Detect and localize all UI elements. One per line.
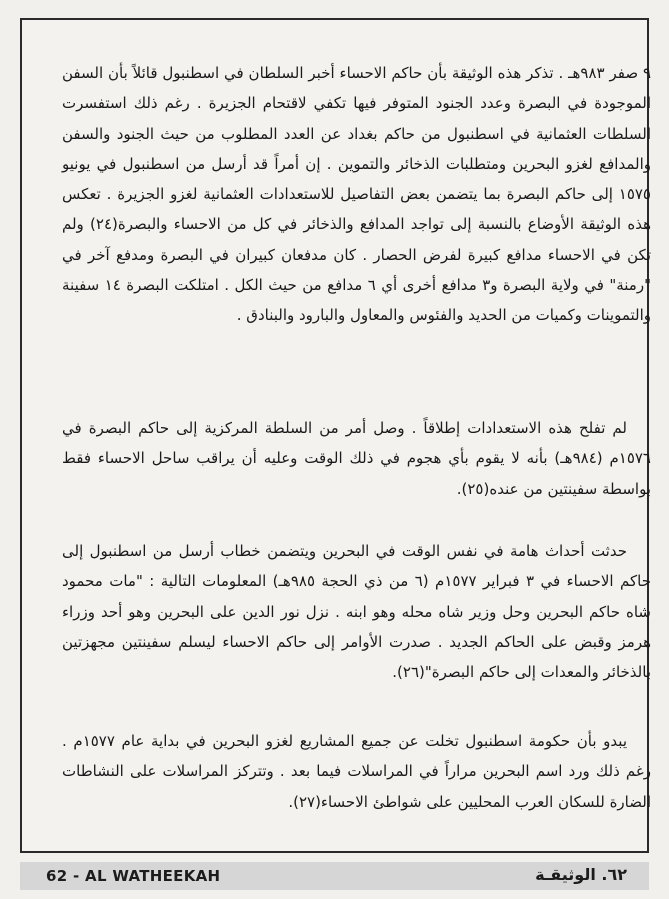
page-footer [20,862,649,890]
paragraph-1: ٩ صفر ٩٨٣هـ . تذكر هذه الوثيقة بأن حاكم الاحساء أخبر السلطان في اسطنبول قائلاً بأن السفن الموجودة في البصرة وعدد الجنود المتوفر فيها تكفي لاقتحام الجزيرة . رغم ذلك استفسرت السلطات العثمانية في اسطنبول من حاكم بغداد عن العدد المطلوب من حيث الجنود والسفن والمدافع لغزو البحرين ومتطلبات الذخائر والتموين . إن أمراً قد أرسل من اسطنبول في يونيو ١٥٧٥ إلى حاكم البصرة بما يتضمن بعض التفاصيل للاستعدادات العثمانية لغزو الجزيرة . تعكس هذه الوثيقة الأوضاع بالنسبة إلى تواجد المدافع والذخائر في كل من الاحساء والبصرة(٢٤) ولم تكن في الاحساء مدافع كبيرة لفرض الحصار . كان مدفعان كبيران في البصرة ومدفع آخر في "رمنة" في ولاية البصرة و٣ مدافع أخرى أي ٦ مدافع من حيث الكل . امتلكت البصرة ١٤ سفينة والتموينات وكميات من الحديد والفئوس والمعاول والبارود والبنادق . [62,64,651,325]
footer-page-label-en: 62 - AL WATHEEKAH [46,867,221,885]
paragraph-4: يبدو بأن حكومة اسطنبول تخلت عن جميع المشاريع لغزو البحرين في بداية عام ١٥٧٧م . رغم ذلك ورد اسم البحرين مراراً في المراسلات فيما بعد . وتتركز المراسلات على النشاطات الضارة للسكان العرب المحليين على شواطئ الاحساء(٢٧). [62,732,651,811]
page-frame [20,18,649,853]
footer-page-label-ar: ٦٢. الوثيقـة [535,865,627,884]
paragraph-3: حدثت أحداث هامة في نفس الوقت في البحرين ويتضمن خطاب أرسل من اسطنبول إلى حاكم الاحساء في ٣ فبراير ١٥٧٧م (٦ من ذي الحجة ٩٨٥هـ) المعلومات التالية : "مات محمود شاه حاكم البحرين وحل وزير شاه محله وهو ابنه . نزل نور الدين على البحرين وهو أحد وزراء هرمز وقبض على الحاكم الجديد . صدرت الأوامر إلى حاكم الاحساء ليسلم سفينتين مجهزتين بالذخائر والمعدات إلى حاكم البصرة"(٢٦). [62,542,651,682]
paragraph-2: لم تفلح هذه الاستعدادات إطلاقاً . وصل أمر من السلطة المركزية إلى حاكم البصرة في ١٥٧٦م (٩٨٤هـ) بأنه لا يقوم بأي هجوم في ذلك الوقت وعليه أن يراقب ساحل الاحساء فقط بواسطة سفينتين من عنده(٢٥). [62,419,651,498]
